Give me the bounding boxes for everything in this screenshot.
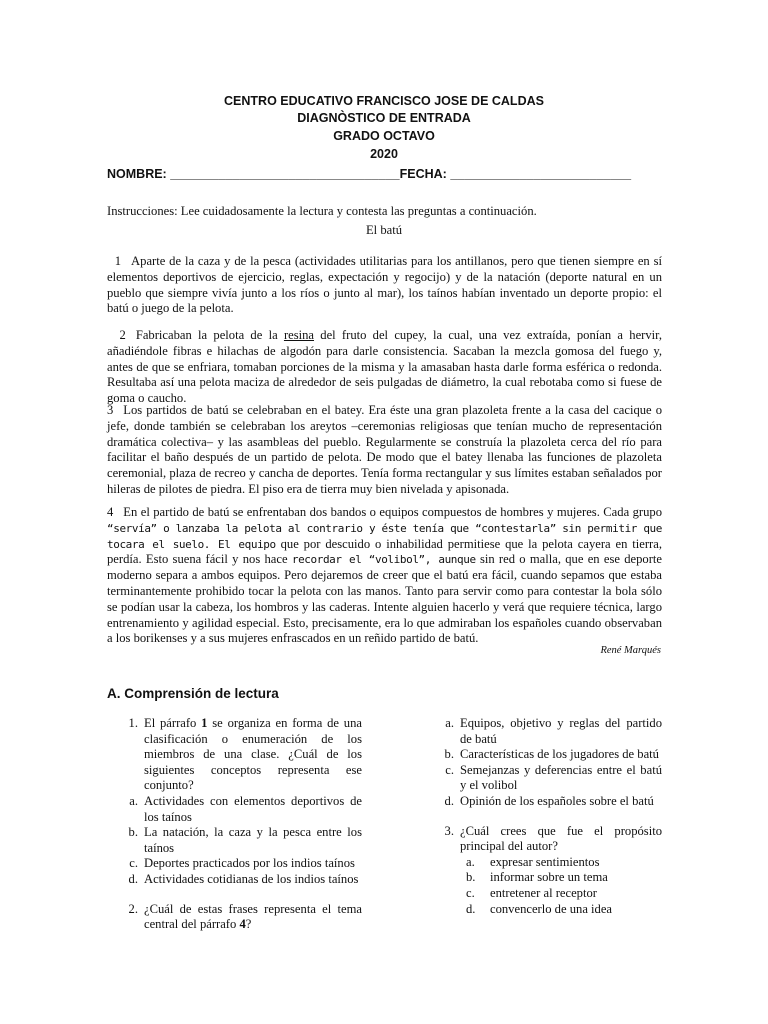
option-text: Deportes practicados por los indios taínos <box>144 856 355 871</box>
paragraph-number: 2 <box>119 328 126 342</box>
option-text: entretener al receptor <box>490 885 597 900</box>
option-label: c. <box>129 856 138 871</box>
underlined-word: resina <box>283 328 315 342</box>
name-date-line <box>107 167 631 181</box>
question-number: 3. <box>444 823 454 838</box>
question-1 <box>112 716 362 794</box>
option-text: Equipos, objetivo y reglas del partido de batú <box>460 716 662 746</box>
paragraph-3 <box>107 403 662 498</box>
paragraph-text: Los partidos de batú se celebraban en el batey. Era éste una gran plazoleta frente a la casa del cacique o jefe, donde también se celebraban los areytos –ceremonias religiosas que tenían mucho de representación dramática colectiva– y las asambleas del pueblo. Regularmente se construía la plazoleta cerca del río para facilitar el baño después de un partido de pelota. De modo que el batey llenaba las funciones de plazoleta ceremonial, plaza de recreo y cancha de deportes. Tenía forma rectangular y sus límites estaban señalados por hileras de pilotes de piedra. El piso era de tierra muy bien nivelada y apisonada. <box>107 403 662 496</box>
date-label: FECHA: <box>399 167 451 181</box>
option-label: a. <box>129 793 138 808</box>
question-bold: 4 <box>239 917 246 932</box>
option-label: c. <box>466 885 475 900</box>
school-name: CENTRO EDUCATIVO FRANCISCO JOSE DE CALDAS <box>224 94 544 108</box>
question-text: ¿Cuál de estas frases representa el tema central del párrafo <box>144 901 362 932</box>
name-blank: _________________________________ <box>170 167 400 181</box>
paragraph-text-alt-font: “servía” o lanzaba la pelota al contrario y éste tenía que “contestarla” sin permitir que tocara el suelo. El equipo <box>107 521 662 551</box>
grade-level: GRADO OCTAVO <box>333 129 435 143</box>
option-item[interactable] <box>112 872 362 888</box>
date-blank: __________________________ <box>450 167 632 181</box>
option-text: La natación, la caza y la pesca entre los taínos <box>144 825 362 855</box>
question-number: 2. <box>128 901 138 916</box>
option-label: b. <box>466 870 476 885</box>
name-label: NOMBRE: <box>107 167 171 181</box>
spacer <box>112 888 362 902</box>
reading-title: El batú <box>365 223 403 237</box>
paragraph-text: Fabricaban la pelota de la <box>135 328 284 342</box>
option-item[interactable] <box>428 794 662 810</box>
question-bold: 1 <box>201 716 208 730</box>
paragraph-text-alt-font: recordar el “volibol”, aunque <box>291 553 476 567</box>
option-label: b. <box>444 747 454 762</box>
option-item[interactable] <box>428 902 662 918</box>
option-label: d. <box>466 901 476 916</box>
paragraph-4 <box>107 505 662 647</box>
questions-right-column <box>428 716 662 917</box>
option-item[interactable] <box>428 855 662 871</box>
option-text: informar sobre un tema <box>490 870 608 885</box>
section-title: A. Comprensión de lectura <box>107 686 279 701</box>
option-item[interactable] <box>428 886 662 902</box>
option-text: Opinión de los españoles sobre el batú <box>460 793 654 808</box>
option-item[interactable] <box>112 825 362 856</box>
author-signature: René Marqués <box>600 645 661 656</box>
instructions: Instrucciones: Lee cuidadosamente la lectura y contesta las preguntas a continuación. <box>107 204 537 218</box>
option-label: b. <box>128 825 138 840</box>
question-text: ? <box>245 917 252 932</box>
paragraph-number: 4 <box>107 505 114 519</box>
exam-title: DIAGNÒSTICO DE ENTRADA <box>297 111 471 125</box>
option-text: Semejanzas y deferencias entre el batú y el volibol <box>460 762 662 793</box>
option-text: Características de los jugadores de batú <box>460 747 659 762</box>
paragraph-text: que por descuido o inhabilidad permitiese que la pelota cayera en tierra, perdía. Esto suena fácil y nos hace <box>107 536 662 567</box>
option-text: Actividades con elementos deportivos de los taínos <box>144 793 362 824</box>
questions-left-column <box>112 716 362 933</box>
paragraph-text: del fruto del cupey, la cual, una vez extraída, ponían a hervir, añadiéndole fibras e hilachas de algodón para darle consistencia. Sacaban la mezcla gomosa del fuego y, antes de que se enfriara, tomaban porciones de la misma y la amasaban hasta darle forma esférica o redonda. Resultaba así una pelota maciza de alrededor de seis pulgadas de diámetro, la cual rebotaba como si fuese de goma o caucho. <box>107 328 662 406</box>
paragraph-number: 1 <box>114 254 122 268</box>
question-text: El párrafo <box>144 716 202 730</box>
option-text: Actividades cotidianas de los indios taínos <box>144 871 359 886</box>
option-label: a. <box>466 854 475 869</box>
option-text: expresar sentimientos <box>490 854 600 869</box>
option-label: c. <box>445 762 454 777</box>
option-item[interactable] <box>428 716 662 747</box>
paragraph-text: Aparte de la caza y de la pesca (actividades utilitarias para los antillanos, pero que tienen siempre en sí elementos deportivos de ejercicio, reglas, expectación y regocijo) y de la natación (deporte natural en un pueblo que siempre vivía junto a los ríos o junto al mar), los taínos habían inventado un deporte propio: el batú o juego de la pelota. <box>107 254 662 316</box>
option-item[interactable] <box>428 870 662 886</box>
option-label: d. <box>444 793 454 808</box>
option-label: a. <box>445 716 454 730</box>
question-number: 1. <box>128 716 138 730</box>
paragraph-text: En el partido de batú se enfrentaban dos bandos o equipos compuestos de hombres y mujeres. Cada grupo <box>123 505 662 519</box>
option-item[interactable] <box>112 856 362 872</box>
year: 2020 <box>370 147 398 161</box>
question-2 <box>112 902 362 933</box>
question-3 <box>428 824 662 855</box>
paragraph-1 <box>107 254 662 317</box>
paragraph-2 <box>107 328 662 407</box>
paragraph-text: sin red o malla, que en ese deporte moderno separa a ambos equipos. Pero dejaremos de creer que el batú era fácil, cuando sepamos que estaba terminantemente prohibido tocar la pelota con las manos. Tanto para servir como para contestar la bola sólo se podían usar la cabeza, los hombros y las caderas. Intente alguien hacerlo y verá que requiere técnica, largo entrenamiento y agilidad especial. Esto, precisamente, era lo que admiraban los españoles cuando observaban a los borikenses y a sus mujeres enfrascados en un reñido partido de batú. <box>107 552 662 646</box>
option-item[interactable] <box>428 763 662 794</box>
question-text: ¿Cuál crees que fue el propósito principal del autor? <box>460 823 662 854</box>
option-item[interactable] <box>428 747 662 763</box>
question-text: se organiza en forma de una clasificación o enumeración de los miembros de una clase. ¿Cuál de los siguientes conceptos representa ese conjunto? <box>144 716 362 793</box>
spacer <box>428 810 662 824</box>
option-label: d. <box>128 871 138 886</box>
option-item[interactable] <box>112 794 362 825</box>
paragraph-number: 3 <box>107 403 114 417</box>
option-text: convencerlo de una idea <box>490 901 613 916</box>
